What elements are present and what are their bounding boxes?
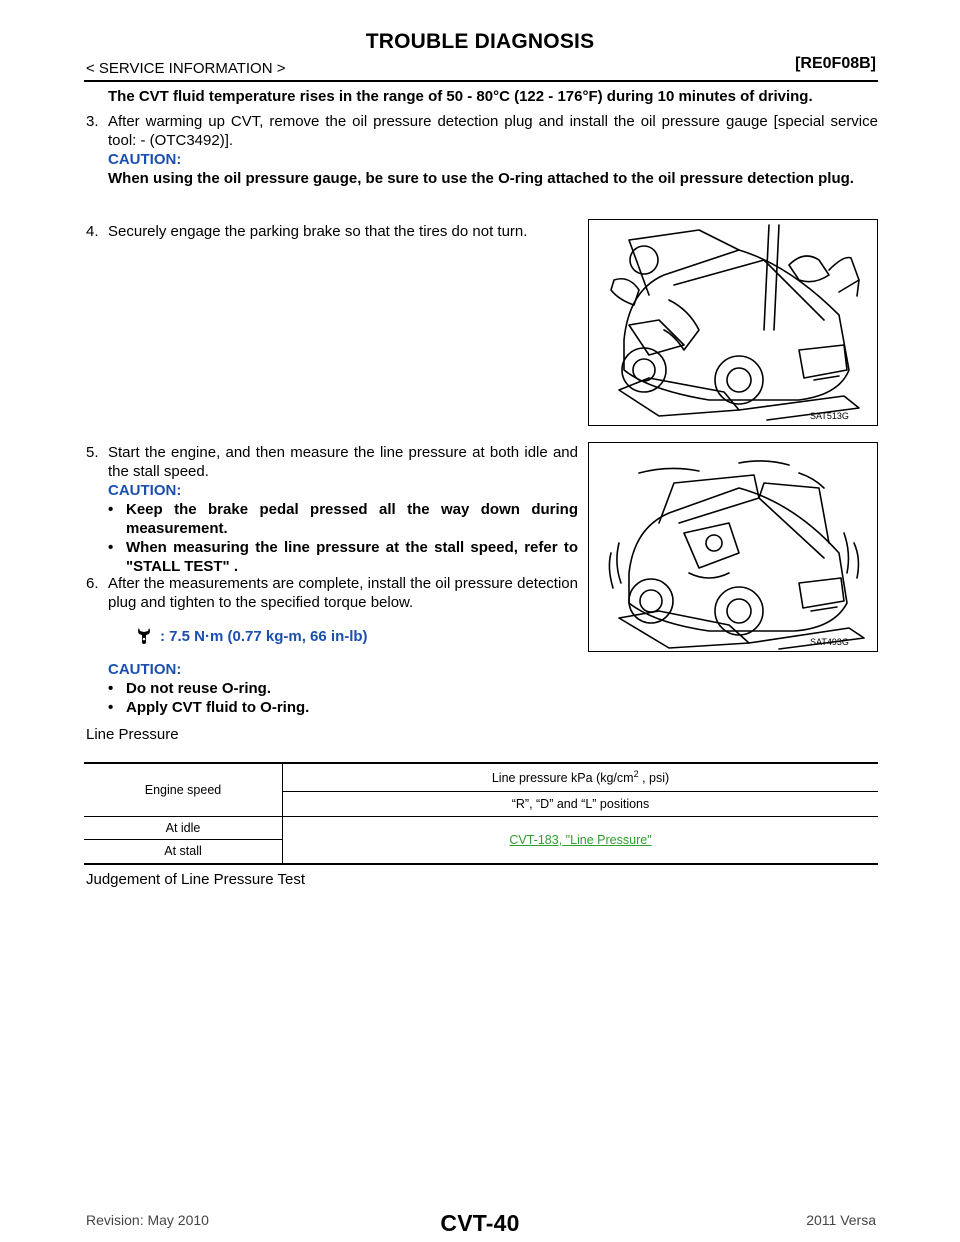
header-rule xyxy=(84,80,878,82)
step-text: After warming up CVT, remove the oil pressure detection plug and install the oil pressure gauge [special service tool: - (OTC3492)]. xyxy=(108,113,878,149)
caution-bullet: • Apply CVT fluid to O-ring. xyxy=(108,698,578,717)
row-at-stall: At stall xyxy=(84,839,283,863)
figure-label: SAT513G xyxy=(810,411,849,421)
step-5 xyxy=(86,443,578,576)
caution-label: CAUTION: xyxy=(108,661,182,678)
step-6-caution xyxy=(108,660,578,717)
step-number: 6. xyxy=(86,575,99,592)
step-text: Start the engine, and then measure the line pressure at both idle and the stall speed. xyxy=(108,444,578,480)
step-text: Securely engage the parking brake so that the tires do not turn. xyxy=(108,223,528,240)
step-3 xyxy=(86,112,878,188)
step-number: 5. xyxy=(86,444,99,461)
page-code: CVT-40 xyxy=(440,1210,520,1236)
step-6 xyxy=(86,574,578,612)
step-number: 4. xyxy=(86,223,99,240)
figure-parking-brake xyxy=(588,219,878,426)
torque-value: : 7.5 N·m (0.77 kg-m, 66 in-lb) xyxy=(160,627,368,645)
caution-bullet: • Keep the brake pedal pressed all the way down during measurement. xyxy=(108,500,578,538)
col-header-engine-speed: Engine speed xyxy=(84,764,283,816)
caution-text: When using the oil pressure gauge, be sure to use the O-ring attached to the oil pressure detection plug. xyxy=(108,170,854,187)
car-parking-brake-illustration xyxy=(589,220,877,425)
caution-bullet: • When measuring the line pressure at the stall speed, refer to "STALL TEST" . xyxy=(108,538,578,576)
torque-spec xyxy=(136,624,368,648)
car-engine-vibration-illustration xyxy=(589,443,877,651)
judgement-heading: Judgement of Line Pressure Test xyxy=(86,871,306,888)
line-pressure-table xyxy=(84,762,878,865)
intro-line: The CVT fluid temperature rises in the range of 50 - 80°C (122 - 176°F) during 10 minutes of driving. xyxy=(108,88,813,105)
figure-engine-running xyxy=(588,442,878,652)
step-text: After the measurements are complete, install the oil pressure detection plug and tighten to the specified torque below. xyxy=(108,575,578,611)
line-pressure-ref-cell xyxy=(283,816,879,863)
line-pressure-heading: Line Pressure xyxy=(86,726,179,743)
footer-revision: Revision: May 2010 xyxy=(86,1212,209,1228)
page-title: TROUBLE DIAGNOSIS xyxy=(365,30,595,53)
row-at-idle: At idle xyxy=(84,816,283,839)
footer-model: 2011 Versa xyxy=(806,1212,876,1228)
step-4 xyxy=(86,222,578,241)
figure-label: SAT493G xyxy=(810,637,849,647)
caution-bullet: • Do not reuse O-ring. xyxy=(108,679,578,698)
col-header-line-pressure: Line pressure kPa ($kg/cm^2$ , psi) xyxy=(283,764,879,791)
caution-label: CAUTION: xyxy=(108,482,182,499)
step-number: 3. xyxy=(86,113,99,130)
line-pressure-link[interactable]: CVT-183, "Line Pressure" xyxy=(509,832,652,847)
section-label: < SERVICE INFORMATION > xyxy=(86,60,286,77)
caution-label: CAUTION: xyxy=(108,151,182,168)
col-subheader-positions: “R”, “D” and “L” positions xyxy=(283,791,879,816)
model-code: [RE0F08B] xyxy=(795,55,876,72)
torque-wrench-icon xyxy=(136,627,152,645)
